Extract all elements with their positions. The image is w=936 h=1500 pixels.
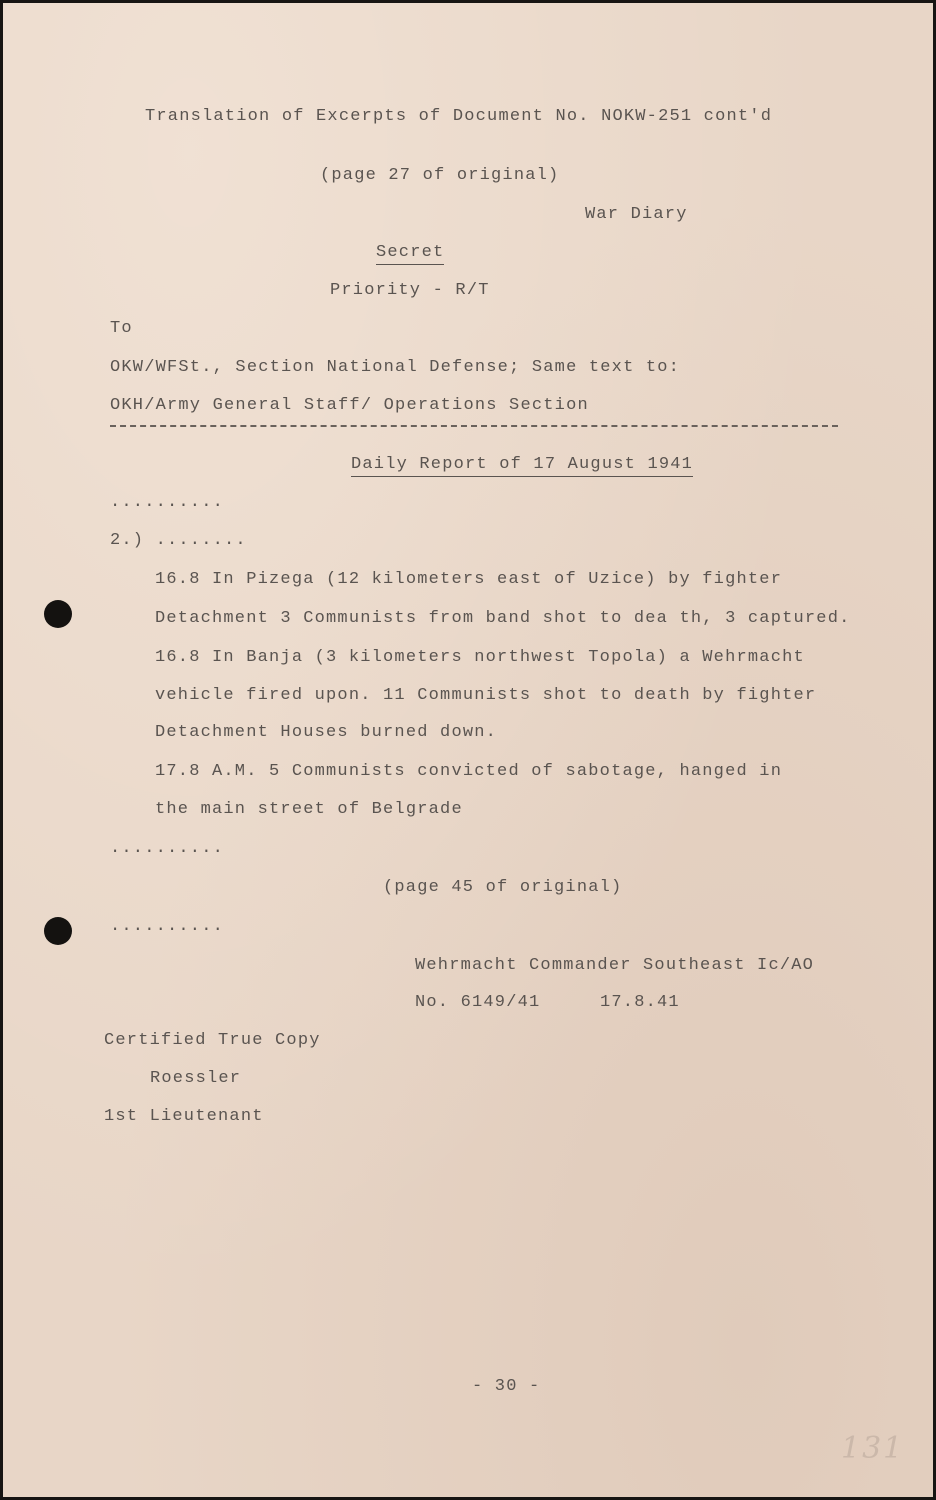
signer-name: Roessler bbox=[150, 1069, 242, 1088]
reference-date: 17.8.41 bbox=[600, 993, 680, 1012]
sender-line: Wehrmacht Commander Southeast Ic/AO bbox=[415, 956, 815, 975]
reference-number: No. 6149/41 bbox=[415, 993, 541, 1012]
signer-rank: 1st Lieutenant bbox=[104, 1107, 264, 1126]
entry-line: Detachment Houses burned down. bbox=[155, 723, 498, 742]
page-reference-bottom: (page 45 of original) bbox=[383, 878, 623, 897]
report-title: Daily Report of 17 August 1941 bbox=[351, 455, 693, 477]
classification-label: Secret bbox=[376, 243, 444, 265]
entry-line: 16.8 In Banja (3 kilometers northwest Topola) a Wehrmacht bbox=[155, 648, 805, 667]
certification-line: Certified True Copy bbox=[104, 1031, 321, 1050]
ellipsis-line: .......... bbox=[110, 493, 225, 512]
entry-line: vehicle fired upon. 11 Communists shot to death by fighter bbox=[155, 686, 817, 705]
recipient-line-2: OKH/Army General Staff/ Operations Section bbox=[110, 396, 589, 415]
punch-hole bbox=[44, 917, 72, 945]
priority-label: Priority - R/T bbox=[330, 281, 490, 300]
page-reference-top: (page 27 of original) bbox=[320, 166, 560, 185]
war-diary-label: War Diary bbox=[585, 205, 688, 224]
document-page bbox=[3, 3, 933, 1497]
ellipsis-line: .......... bbox=[110, 839, 225, 858]
dashed-divider bbox=[110, 425, 838, 427]
item-number: 2.) ........ bbox=[110, 531, 247, 550]
document-heading: Translation of Excerpts of Document No. NOKW-251 cont'd bbox=[145, 107, 773, 126]
page-number: - 30 - bbox=[472, 1377, 541, 1396]
to-label: To bbox=[110, 319, 133, 338]
entry-line: the main street of Belgrade bbox=[155, 800, 463, 819]
handwritten-folio-number: 131 bbox=[841, 1431, 905, 1466]
entry-line: Detachment 3 Communists from band shot to dea th, 3 captured. bbox=[155, 609, 851, 628]
recipient-line-1: OKW/WFSt., Section National Defense; Same text to: bbox=[110, 358, 681, 377]
punch-hole bbox=[44, 600, 72, 628]
entry-line: 16.8 In Pizega (12 kilometers east of Uzice) by fighter bbox=[155, 570, 783, 589]
ellipsis-line: .......... bbox=[110, 917, 225, 936]
entry-line: 17.8 A.M. 5 Communists convicted of sabotage, hanged in bbox=[155, 762, 783, 781]
